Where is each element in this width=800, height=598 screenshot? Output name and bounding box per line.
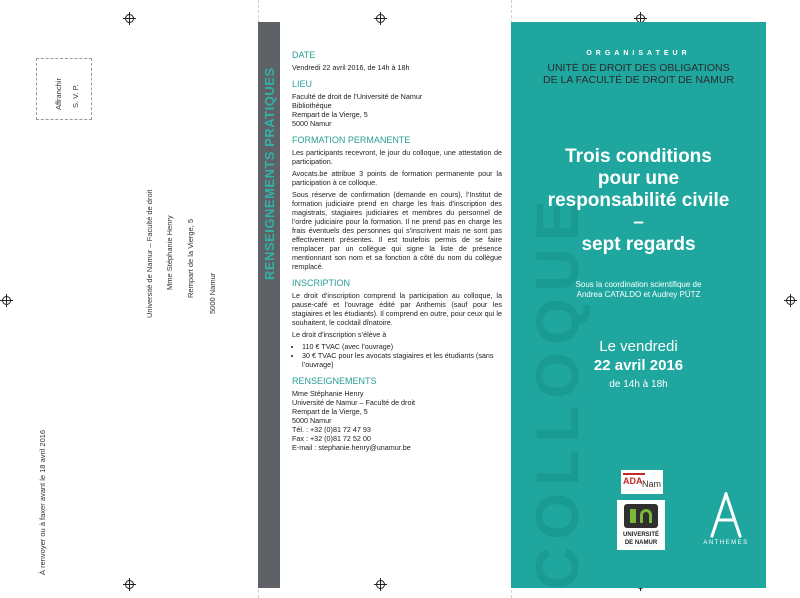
lieu-line: Faculté de droit de l’Université de Namur <box>292 92 423 101</box>
organizer-name-line: UNITÉ DE DROIT DES OBLIGATIONS <box>547 62 730 74</box>
registration-mark-icon <box>125 580 134 589</box>
organizer-name <box>511 62 766 86</box>
lieu-line: Bibliothèque <box>292 101 332 110</box>
adanam-logo-text: Nam <box>642 479 662 489</box>
event-date: 22 avril 2016 <box>593 357 684 374</box>
organizer-label: ORGANISATEUR <box>586 50 691 57</box>
section-formation <box>292 135 502 271</box>
list-item: • 110 € TVAC (avec l’ouvrage) <box>302 342 502 351</box>
registration-mark-icon <box>125 14 134 23</box>
section-renseignements <box>292 376 502 452</box>
section-inscription <box>292 278 502 369</box>
event-day: Le vendredi <box>599 338 678 355</box>
adanam-bar <box>623 473 645 475</box>
adanam-logo-text: ADA <box>623 476 643 486</box>
cover-watermark: COLLOQUE <box>524 194 591 590</box>
lieu-line: 5000 Namur <box>292 119 332 128</box>
publisher-name: ANTHEMES <box>703 540 749 546</box>
list-item: • 30 € TVAC pour les avocats stagiaires et les étudiants (sans l’ouvrage) <box>302 351 502 369</box>
section-heading: RENSEIGNEMENTS <box>292 376 377 386</box>
organizer-name-line: DE LA FACULTÉ DE DROIT DE NAMUR <box>543 74 734 86</box>
contact-fax: Fax : +32 (0)81 72 52 00 <box>292 434 371 443</box>
anthemes-logo-icon <box>706 492 746 538</box>
date-text: Vendredi 22 avril 2016, de 14h à 18h <box>292 63 410 72</box>
registration-mark-icon <box>786 296 795 305</box>
section-heading: DATE <box>292 50 316 60</box>
formation-paragraph: Sous réserve de confirmation (demande en cours), l’Institut de formation judiciaire prend en charge les frais d’inscription des magistrats, stagiaires judiciaires et membres du personnel de l’ordre judiciaire pour la formation. Il ne prend pas en charge les frais éventuels des personnes qui s’inscrivent mais ne sont pas effectivement présentes. Il est toutefois permis de se faire remplacer par un collègue qui signe la liste de présence mentionnant son nom et sa fonction à côté du nom du collègue remplacé. <box>292 190 502 271</box>
formation-paragraph: Avocats.be attribue 3 points de formation permanente pour la participation à ce colloque. <box>292 169 502 187</box>
formation-paragraph: Les participants recevront, le jour du colloque, une attestation de participation. <box>292 148 502 166</box>
section-heading: INSCRIPTION <box>292 278 351 288</box>
title-line: responsabilité civile <box>547 190 730 211</box>
section-lieu <box>292 79 502 128</box>
title-line: Trois conditions <box>565 146 712 167</box>
stamp-box <box>36 58 92 120</box>
unamur-logo-icon <box>624 504 658 528</box>
title-line: – <box>633 212 644 233</box>
inscription-intro: Le droit d’inscription s’élève à <box>292 330 387 339</box>
unamur-logo <box>617 500 665 550</box>
adanam-logo <box>621 470 663 494</box>
inscription-paragraph: Le droit d’inscription comprend la participation au colloque, la pause-café et l’ouvrage édité par Anthemis (sauf pour les stagiaires et les étudiants). Il comprend en outre, pour ceux qui le souhaitent, le cocktail dînatoire. <box>292 291 502 327</box>
practical-band-title: RENSEIGNEMENTS PRATIQUES <box>262 67 277 280</box>
title-line: pour une <box>597 168 680 189</box>
stamp-text: S. V. P. <box>71 84 80 108</box>
contact-phone: Tél. : +32 (0)81 72 47 93 <box>292 425 371 434</box>
coordination-names: Andrea CATALDO et Audrey PÜTZ <box>576 290 701 299</box>
unamur-logo-text: UNIVERSITÉ <box>622 532 659 538</box>
contact-line: Mme Stéphanie Henry <box>292 389 364 398</box>
stamp-text: Affranchir <box>54 78 63 110</box>
address-line: Rempart de la Vierge, 5 <box>186 218 195 298</box>
coordination-line: Sous la coordination scientifique de <box>575 280 702 289</box>
contact-line: Université de Namur – Faculté de droit <box>292 398 416 407</box>
address-line: Université de Namur – Faculté de droit <box>145 189 154 318</box>
contact-line: Rempart de la Vierge, 5 <box>292 407 368 416</box>
registration-mark-icon <box>376 14 385 23</box>
unamur-logo-text: DE NAMUR <box>624 540 658 546</box>
contact-line: 5000 Namur <box>292 416 332 425</box>
event-time: de 14h à 18h <box>609 379 668 390</box>
deadline-note: À renvoyer ou à faxer avant le 18 avril 2016 <box>38 429 47 575</box>
section-heading: LIEU <box>292 79 313 89</box>
price-list <box>292 342 502 369</box>
contact-email[interactable]: E-mail : stephanie.henry@unamur.be <box>292 443 411 452</box>
section-heading: FORMATION PERMANENTE <box>292 135 411 145</box>
registration-mark-icon <box>2 296 11 305</box>
lieu-line: Rempart de la Vierge, 5 <box>292 110 368 119</box>
address-line: Mme Stéphanie Henry <box>165 215 174 290</box>
section-date <box>292 50 502 72</box>
coordination <box>511 280 766 300</box>
address-line: 5000 Namur <box>208 272 217 314</box>
event-title <box>511 146 766 256</box>
registration-mark-icon <box>376 580 385 589</box>
title-line: sept regards <box>581 234 696 255</box>
practical-info <box>292 50 502 459</box>
